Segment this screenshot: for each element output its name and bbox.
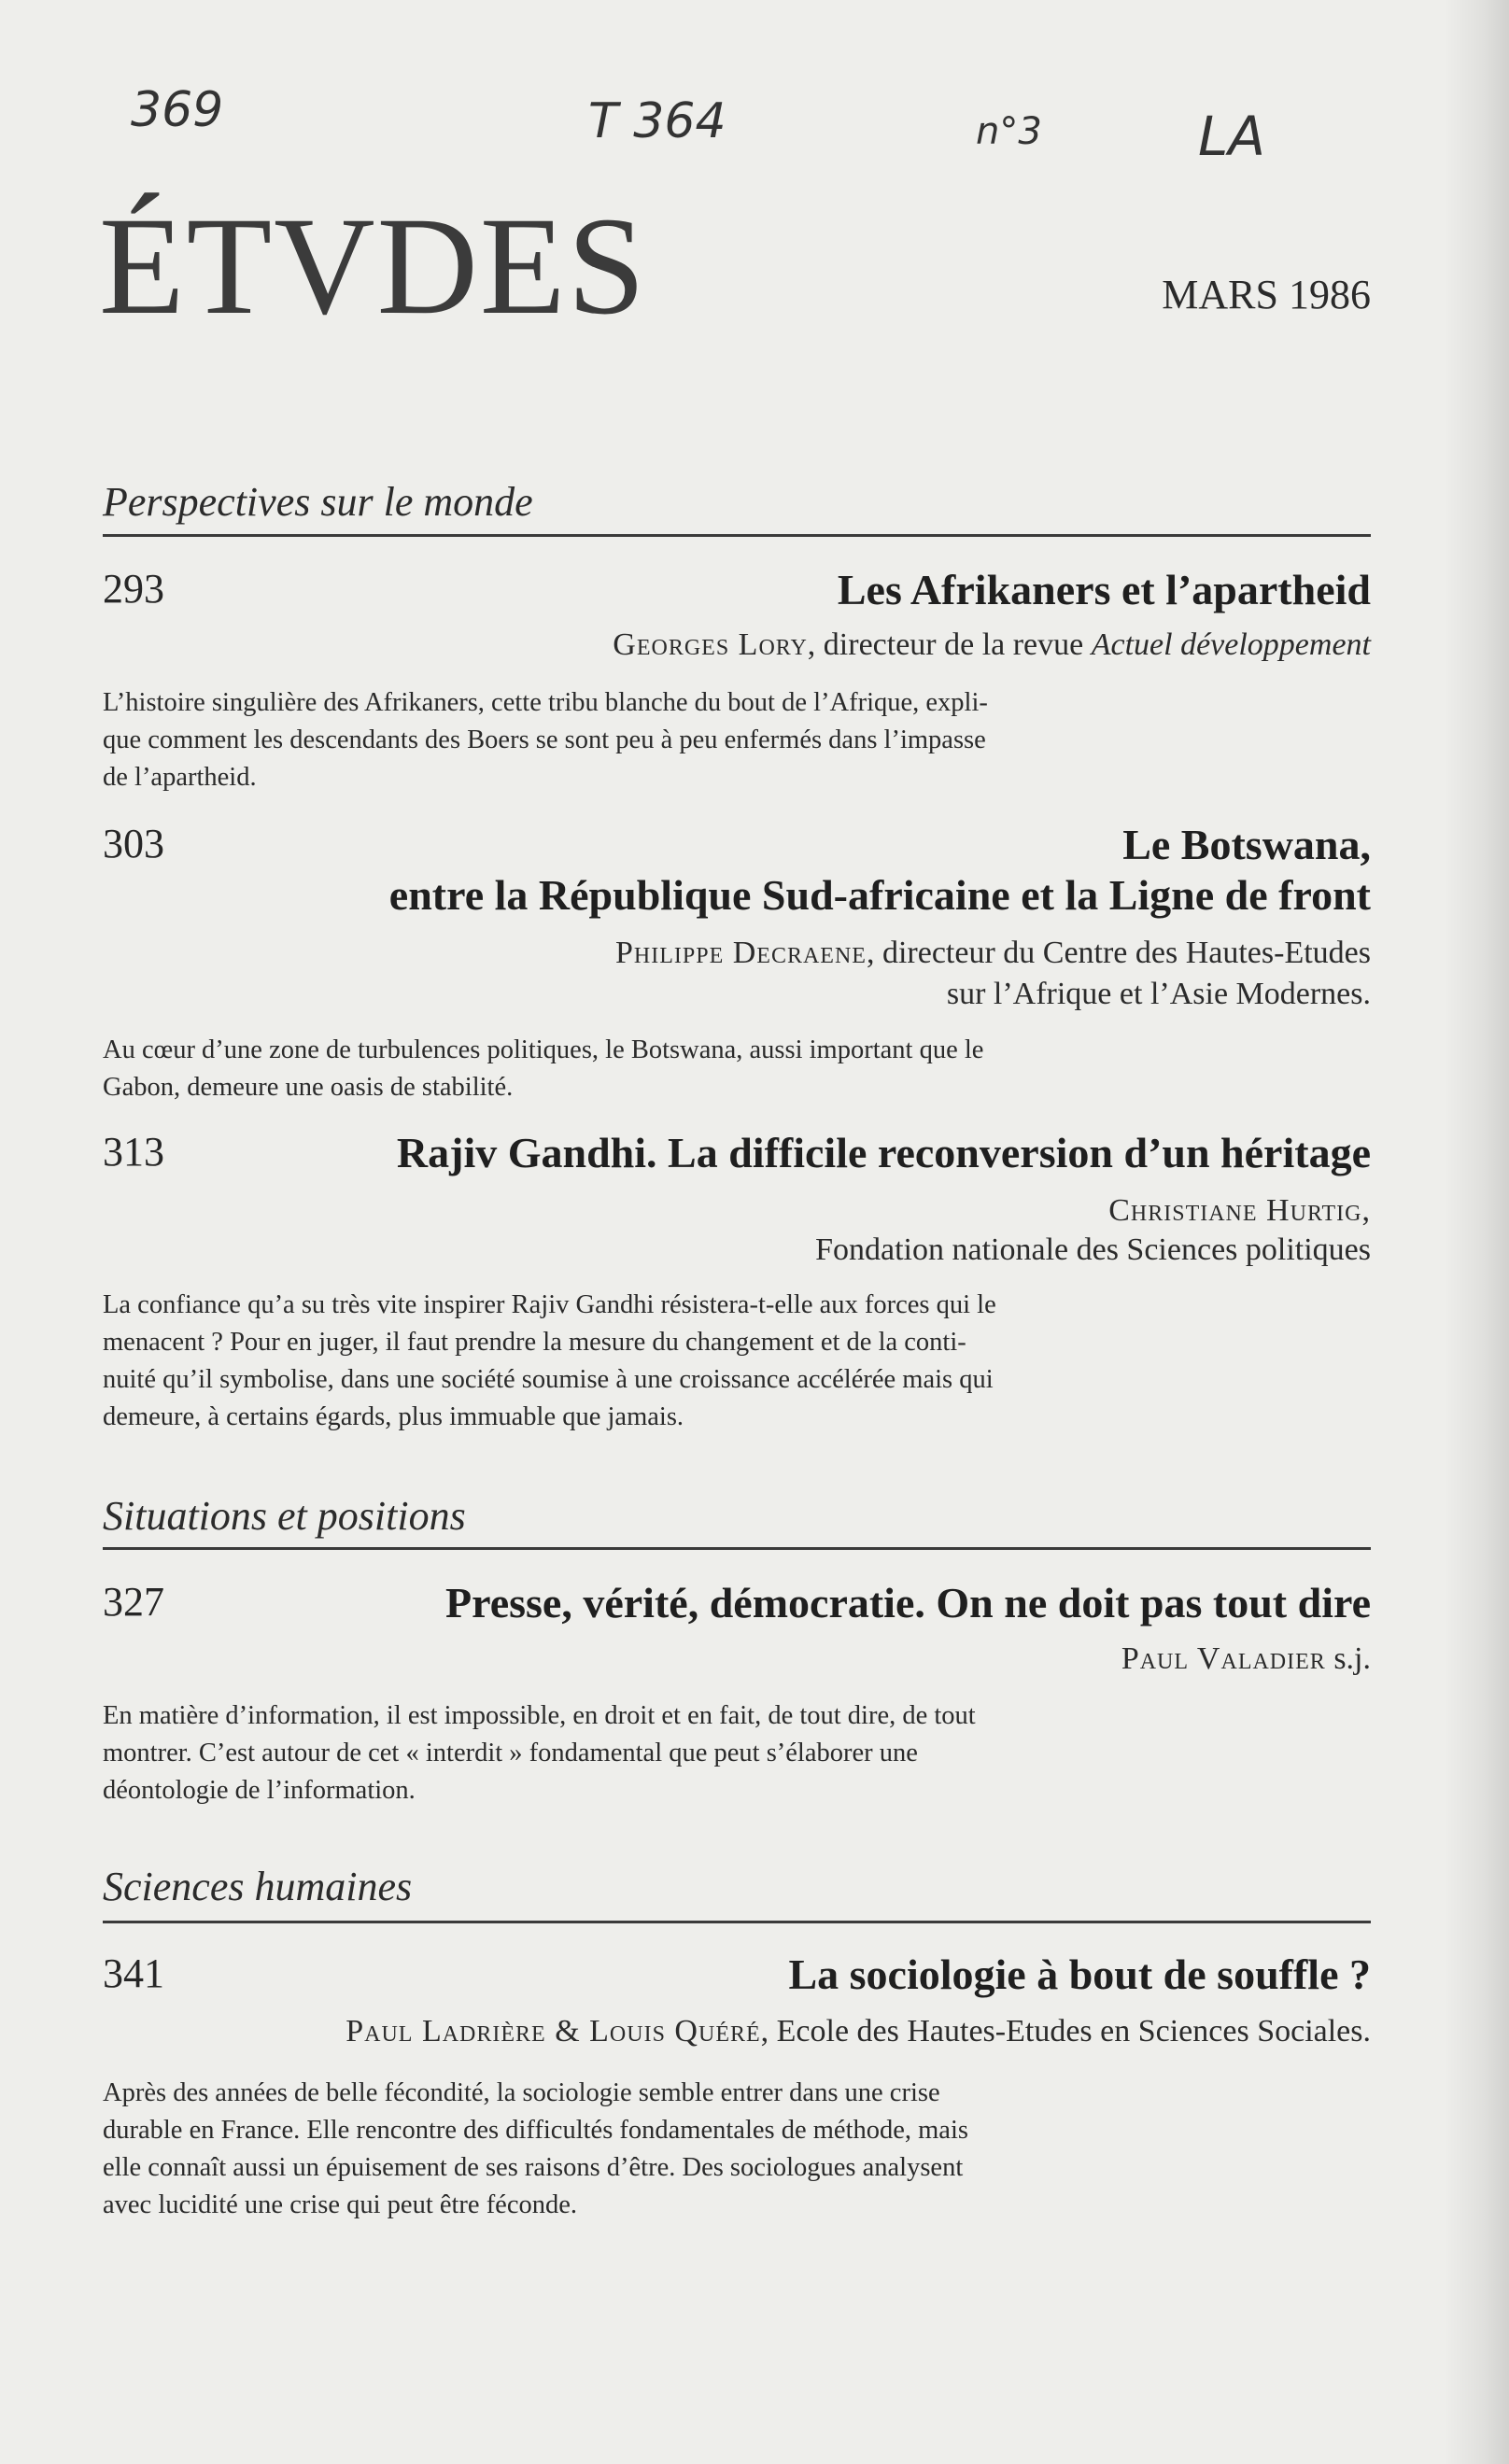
article-author bbox=[615, 936, 1371, 971]
article-author bbox=[346, 2014, 1371, 2049]
journal-masthead: ÉTVDES bbox=[99, 189, 647, 344]
issue-date: MARS 1986 bbox=[1162, 272, 1371, 317]
abstract-line: menacent ? Pour en juger, il faut prendre la mesure du changement et de la conti- bbox=[103, 1328, 966, 1357]
handwritten-note: LA bbox=[1198, 105, 1265, 168]
abstract-line: avec lucidité une crise qui peut être féconde. bbox=[103, 2190, 578, 2219]
section-rule bbox=[103, 1921, 1371, 1923]
article-page-number: 303 bbox=[103, 821, 164, 866]
section-rule bbox=[103, 1547, 1371, 1550]
author-affiliation: , directeur du Centre des Hautes-Etudes bbox=[866, 936, 1371, 970]
author-name: Christiane Hurtig, bbox=[1108, 1193, 1371, 1228]
abstract-line: nuité qu’il symbolise, dans une société soumise à une croissance accélérée mais qui bbox=[103, 1365, 994, 1394]
section-title: Perspectives sur le monde bbox=[103, 479, 533, 525]
page-edge-shadow bbox=[1444, 0, 1509, 2464]
abstract-line: demeure, à certains égards, plus immuable que jamais. bbox=[103, 1402, 684, 1431]
abstract-line: montrer. C’est autour de cet « interdit » fondamental que peut s’élaborer une bbox=[103, 1739, 918, 1767]
author-name: Paul Valadier bbox=[1121, 1641, 1326, 1676]
abstract-line: durable en France. Elle rencontre des difficultés fondamentales de méthode, mais bbox=[103, 2116, 968, 2145]
author-name: Paul Ladrière & Louis Quéré bbox=[346, 2014, 761, 2049]
article-author bbox=[613, 627, 1371, 663]
abstract-line: En matière d’information, il est impossible, en droit et en fait, de tout dire, de tout bbox=[103, 1701, 976, 1730]
abstract-line: Après des années de belle fécondité, la sociologie semble entrer dans une crise bbox=[103, 2078, 940, 2107]
author-affiliation: , Ecole des Hautes-Etudes en Sciences Sociales. bbox=[760, 2014, 1371, 2049]
article-abstract bbox=[103, 1032, 1223, 1106]
abstract-line: de l’apartheid. bbox=[103, 763, 257, 792]
section-rule bbox=[103, 534, 1371, 537]
handwritten-note: 369 bbox=[131, 82, 224, 138]
article-title: Les Afrikaners et l’apartheid bbox=[837, 566, 1371, 613]
abstract-line: déontologie de l’information. bbox=[103, 1776, 416, 1805]
article-title: La sociologie à bout de souffle ? bbox=[788, 1950, 1371, 1998]
article-title: Presse, vérité, démocratie. On ne doit pas tout dire bbox=[445, 1579, 1371, 1626]
section-title: Situations et positions bbox=[103, 1493, 466, 1539]
handwritten-note: n°3 bbox=[976, 110, 1042, 153]
article-page-number: 327 bbox=[103, 1579, 164, 1625]
article-page-number: 293 bbox=[103, 566, 164, 612]
abstract-line: elle connaît aussi un épuisement de ses raisons d’être. Des sociologues analysent bbox=[103, 2153, 964, 2182]
article-abstract bbox=[103, 1287, 1223, 1436]
article-abstract bbox=[103, 2075, 1223, 2224]
article-author bbox=[1108, 1193, 1371, 1229]
abstract-line: Au cœur d’une zone de turbulences politiques, le Botswana, aussi important que le bbox=[103, 1035, 984, 1064]
abstract-line: Gabon, demeure une oasis de stabilité. bbox=[103, 1073, 514, 1102]
author-affiliation-line: sur l’Afrique et l’Asie Modernes. bbox=[946, 977, 1371, 1011]
article-abstract bbox=[103, 1697, 1223, 1809]
article-abstract bbox=[103, 684, 1223, 796]
author-name: Georges Lory bbox=[613, 627, 808, 662]
abstract-line: La confiance qu’a su très vite inspirer Rajiv Gandhi résistera-t-elle aux forces qui le bbox=[103, 1290, 996, 1319]
author-name: Philippe Decraene bbox=[614, 936, 867, 970]
handwritten-note: T 364 bbox=[588, 93, 726, 149]
article-page-number: 313 bbox=[103, 1129, 164, 1175]
abstract-line: que comment les descendants des Boers se sont peu à peu enfermés dans l’impasse bbox=[103, 725, 986, 754]
author-affiliation-line: Fondation nationale des Sciences politiques bbox=[815, 1232, 1371, 1267]
section-title: Sciences humaines bbox=[103, 1864, 413, 1909]
author-affiliation: , directeur de la revue bbox=[807, 627, 1092, 662]
article-title: Rajiv Gandhi. La difficile reconversion d’un héritage bbox=[396, 1129, 1371, 1176]
author-affiliation: s.j. bbox=[1325, 1641, 1371, 1676]
article-page-number: 341 bbox=[103, 1950, 164, 1996]
article-title-line: entre la République Sud-africaine et la Ligne de front bbox=[388, 871, 1371, 919]
abstract-line: L’histoire singulière des Afrikaners, cette tribu blanche du bout de l’Afrique, expli- bbox=[103, 688, 988, 717]
author-affiliation-italic: Actuel développement bbox=[1091, 627, 1371, 662]
article-author bbox=[1121, 1641, 1371, 1677]
article-title-line: Le Botswana, bbox=[1122, 821, 1371, 868]
